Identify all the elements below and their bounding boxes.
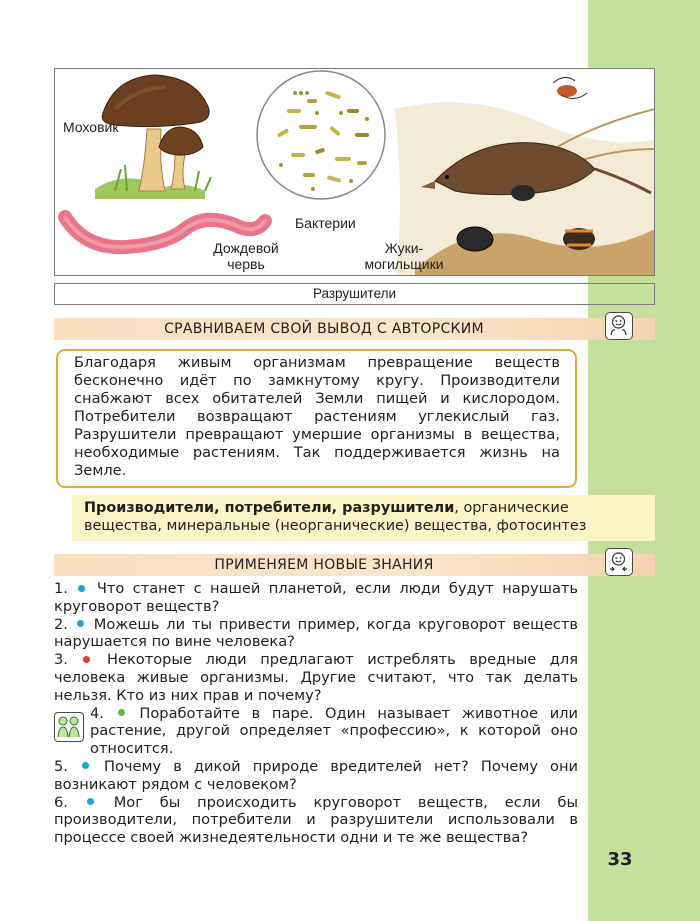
- key-terms-bold: Производители, потребители, разрушители: [84, 500, 455, 516]
- face-with-arrows-icon: [605, 548, 633, 576]
- blue-dot-icon: [82, 762, 89, 769]
- bacteria-drawing: [257, 71, 385, 199]
- bacteria-label: Бактерии: [295, 215, 356, 231]
- section-header-compare: [54, 318, 655, 340]
- question-text: Что станет с нашей планетой, если люди будут нарушать круговорот веществ?: [54, 580, 579, 615]
- blue-dot-icon: [87, 798, 94, 805]
- author-conclusion-text: Благодаря живым организмам превращение веществ бесконечно идёт по замкнутому кругу. Производители снабжают всех обитателей Земли пищей и кислородом. Потребители возвращают растениям углекислый газ. Разрушители превращают умершие организмы в вещества, необходимые растениям. Так поддерживается жизнь на Земле.: [74, 354, 560, 479]
- red-dot-icon: [83, 656, 90, 663]
- question-number: 6.: [54, 793, 68, 811]
- question-text: Можешь ли ты привести пример, когда круговорот веществ нарушается по вине человека?: [54, 615, 578, 651]
- question-2: [54, 616, 578, 652]
- blue-dot-icon: [77, 620, 84, 627]
- earthworm-label-line2: червь: [227, 256, 265, 272]
- question-5: [54, 758, 578, 794]
- section-title-apply: ПРИМЕНЯЕМ НОВЫЕ ЗНАНИЯ: [214, 557, 434, 573]
- author-conclusion-box: [56, 349, 577, 488]
- section-title-compare: СРАВНИВАЕМ СВОЙ ВЫВОД С АВТОРСКИМ: [164, 321, 484, 337]
- question-number: 2.: [54, 615, 68, 633]
- earthworm-label: [211, 240, 281, 272]
- mushroom-label: Моховик: [63, 119, 119, 135]
- question-text: Мог бы происходить круговорот веществ, если бы производители, потребители и разрушители использовали в процессе своей жизнедеятельности одни и те же вещества?: [54, 793, 579, 847]
- earthworm-label-line1: Дождевой: [213, 240, 279, 256]
- question-number: 1.: [54, 580, 68, 597]
- question-6: [54, 794, 578, 847]
- question-text: Поработайте в паре. Один называет животное или растение, другой определяет «профессию», к которой оно относится.: [90, 704, 578, 758]
- smiling-face-icon: [605, 312, 633, 340]
- question-3: [54, 651, 578, 704]
- question-number: 4.: [90, 704, 104, 722]
- page-number: 33: [607, 849, 633, 870]
- beetles-label: [361, 240, 447, 272]
- beetles-label-line2: могильщики: [364, 256, 444, 272]
- question-4: [54, 705, 578, 758]
- illustration-caption: Разрушители: [54, 283, 655, 305]
- questions-list: [54, 580, 578, 847]
- mushroom-drawing: [102, 75, 211, 191]
- key-terms-text: [84, 499, 644, 535]
- question-text: Почему в дикой природе вредителей нет? Почему они возникают рядом с человеком?: [54, 757, 578, 793]
- decomposers-illustration: [54, 68, 655, 276]
- green-dot-icon: [118, 709, 125, 716]
- question-number: 5.: [54, 757, 68, 775]
- section-header-apply: [54, 554, 655, 576]
- question-number: 3.: [54, 651, 68, 669]
- beetles-label-line1: Жуки-: [384, 240, 424, 256]
- question-text: Некоторые люди предлагают истреблять вредные для человека живые организмы. Другие считают, что так делать нельзя. Кто из них прав и почему?: [54, 651, 578, 704]
- key-terms-block: [72, 495, 655, 541]
- blue-dot-icon: [78, 585, 85, 592]
- question-1: [54, 580, 578, 616]
- key-terms-rest: , органические вещества, минеральные (неорганические) вещества, фотосинтез: [84, 500, 587, 534]
- decomposers-drawing: [55, 69, 655, 276]
